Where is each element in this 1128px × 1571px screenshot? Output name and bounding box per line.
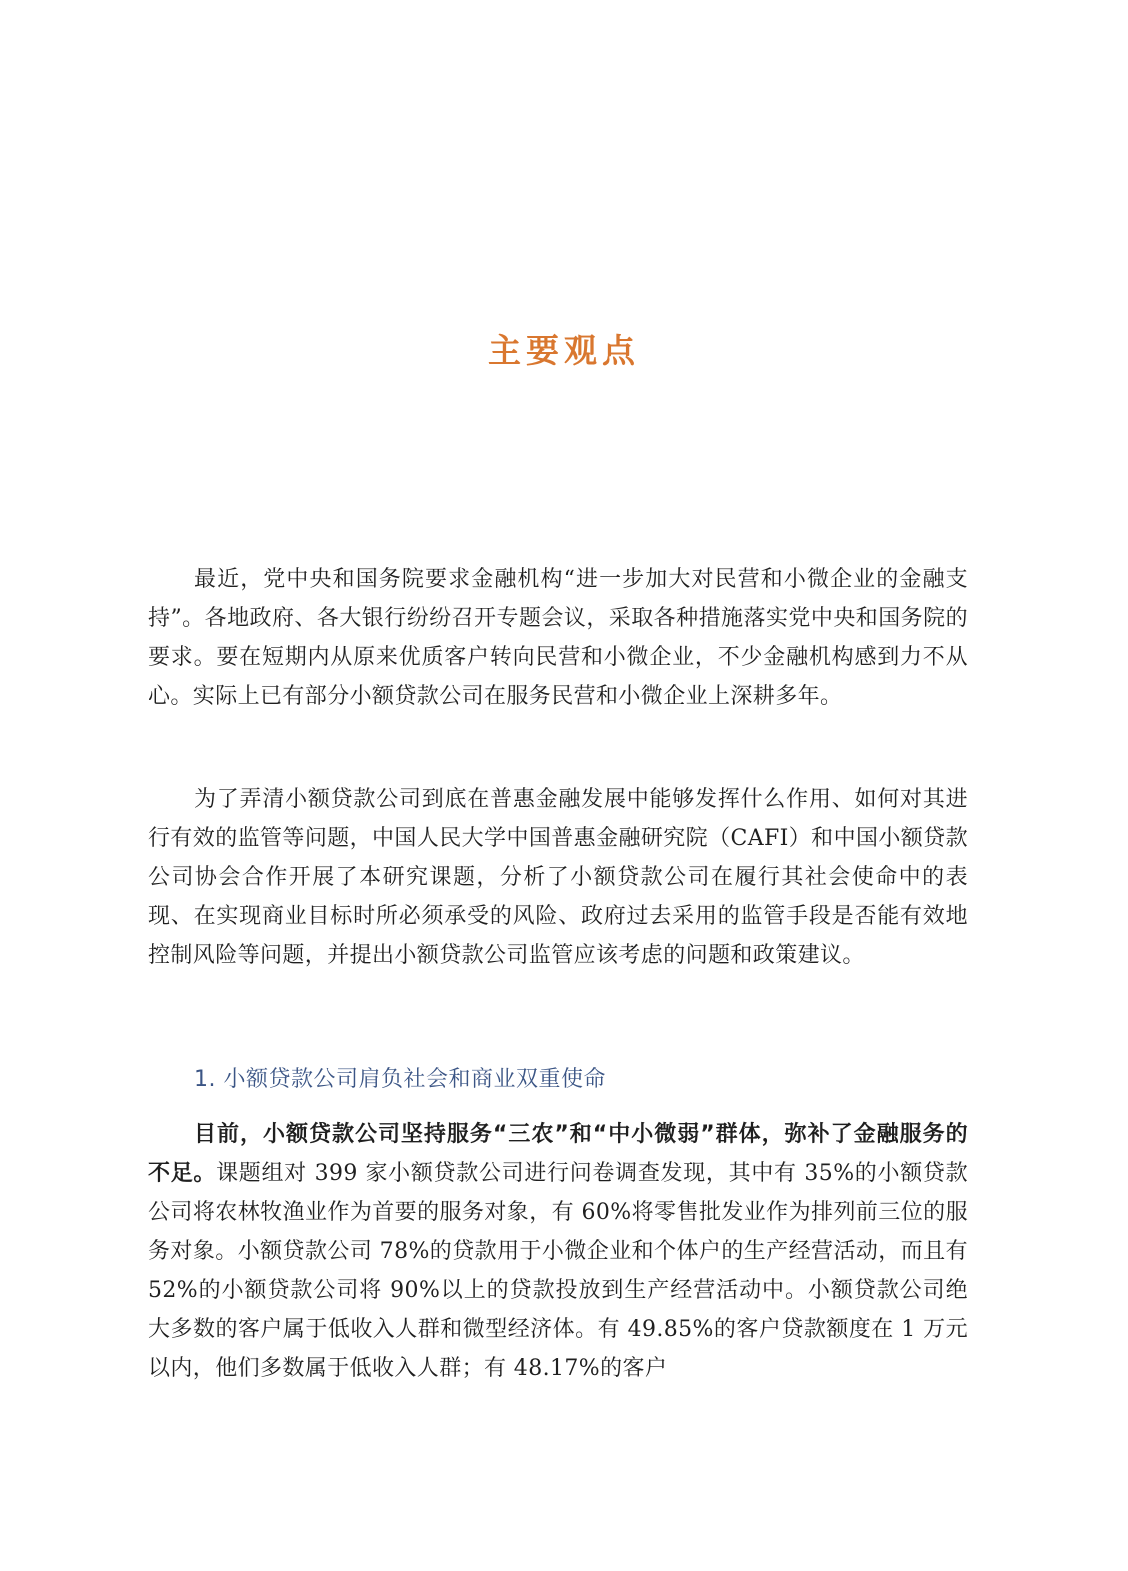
section-1-paragraph-rest: 课题组对 399 家小额贷款公司进行问卷调查发现，其中有 35%的小额贷款公司将农林牧渔业作为首要的服务对象，有 60%将零售批发业作为排列前三位的服务对象。小额贷款公司 78%的贷款用于小微企业和个体户的生产经营活动，而且有 52%的小额贷款公司将 90%以上的贷款投放到生产经营活动中。小额贷款公司绝大多数的客户属于低收入人群和微型经济体。有 49.85%的客户贷款额度在 1 万元以内，他们多数属于低收入人群；有 48.17%的客户: [148, 1161, 968, 1381]
page-title: 主要观点: [488, 331, 640, 370]
section-heading-1: 1. 小额贷款公司肩负社会和商业双重使命: [194, 1067, 606, 1092]
section-1-lead-bold: 目前，小额贷款公司坚持服务“三农”和“中小微弱”群体，弥补了金融服务的不足。: [148, 1122, 968, 1186]
intro-paragraph-2: 为了弄清小额贷款公司到底在普惠金融发展中能够发挥什么作用、如何对其进行有效的监管等问题，中国人民大学中国普惠金融研究院（CAFI）和中国小额贷款公司协会合作开展了本研究课题，分析了小额贷款公司在履行其社会使命中的表现、在实现商业目标时所必须承受的风险、政府过去采用的监管手段是否能有效地控制风险等问题，并提出小额贷款公司监管应该考虑的问题和政策建议。: [148, 787, 968, 968]
section-1-paragraph: [148, 1115, 968, 1388]
intro-paragraph-1: 最近，党中央和国务院要求金融机构“进一步加大对民营和小微企业的金融支持”。各地政府、各大银行纷纷召开专题会议，采取各种措施落实党中央和国务院的要求。要在短期内从原来优质客户转向民营和小微企业，不少金融机构感到力不从心。实际上已有部分小额贷款公司在服务民营和小微企业上深耕多年。: [148, 567, 968, 709]
